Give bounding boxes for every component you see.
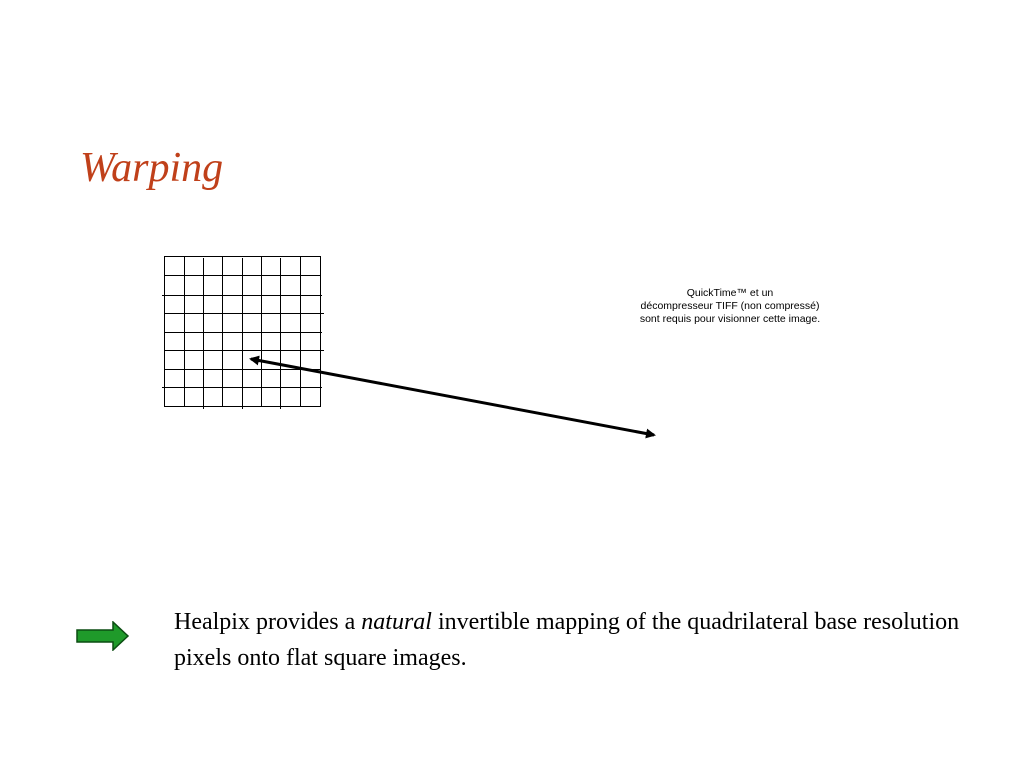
body-text-emphasis: natural [361, 609, 432, 635]
body-text-before: Healpix provides a [174, 609, 362, 635]
right-arrow-icon [76, 621, 130, 651]
grid-border [165, 257, 321, 407]
placeholder-line: QuickTime™ et un [686, 287, 774, 299]
body-text-after: invertible mapping of the quadrilateral base resolution pixels onto flat square images. [174, 609, 960, 671]
body-text [174, 604, 964, 676]
placeholder-line: décompresseur TIFF (non compressé) [640, 300, 820, 312]
slide-title: Warping [80, 145, 224, 191]
mapping-double-arrow [251, 359, 654, 435]
image-placeholder [600, 287, 860, 326]
pixel-grid [162, 256, 324, 409]
placeholder-line: sont requis pour visionner cette image. [639, 313, 821, 325]
